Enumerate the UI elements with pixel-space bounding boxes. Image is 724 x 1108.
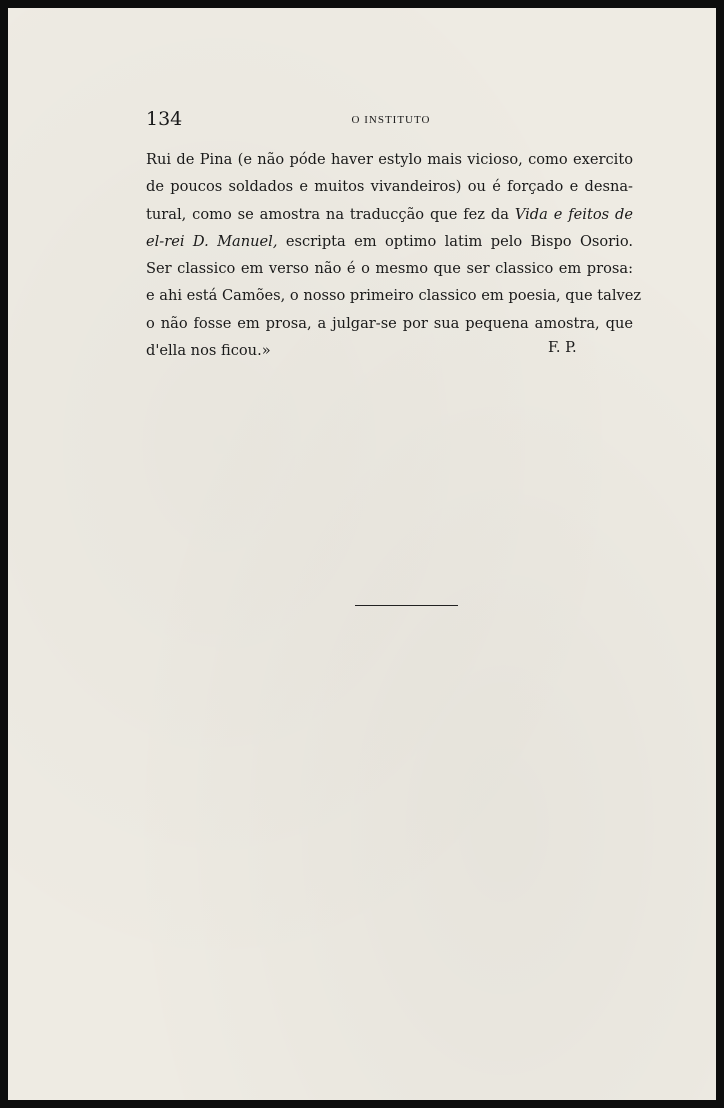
text-line: d'ella nos ficou.» [146,342,271,360]
text-line-segment: escripta em optimo latim pelo Bispo Osorio. [285,232,633,250]
italic-book-title-cont: el-rei D. Manuel, [146,232,278,250]
page-header [146,108,638,132]
text-line: Ser classico em verso não é o mesmo que ser classico em prosa: [146,260,633,278]
text-line-segment: tural, como se amostra na traducção que fez da [146,205,509,223]
text-line: de poucos soldados e muitos vivandeiros) ou é forçado e desna- [146,178,633,196]
document-page [8,8,716,1100]
text-line [146,228,633,255]
page-number: 134 [146,108,183,130]
running-title: O INSTITUTO [351,114,431,126]
text-line: o não fosse em prosa, a julgar-se por sua pequena amostra, que [146,314,633,332]
section-divider-rule [355,605,458,606]
text-line [146,201,633,228]
text-line: Rui de Pina (e não póde haver estylo mais vicioso, como exercito [146,151,633,168]
body-paragraph [146,146,642,364]
text-line: e ahi está Camões, o nosso primeiro classico em poesia, que talvez [146,287,642,305]
italic-book-title: Vida e feitos de [514,205,633,223]
author-signature: F. P. [548,339,577,356]
